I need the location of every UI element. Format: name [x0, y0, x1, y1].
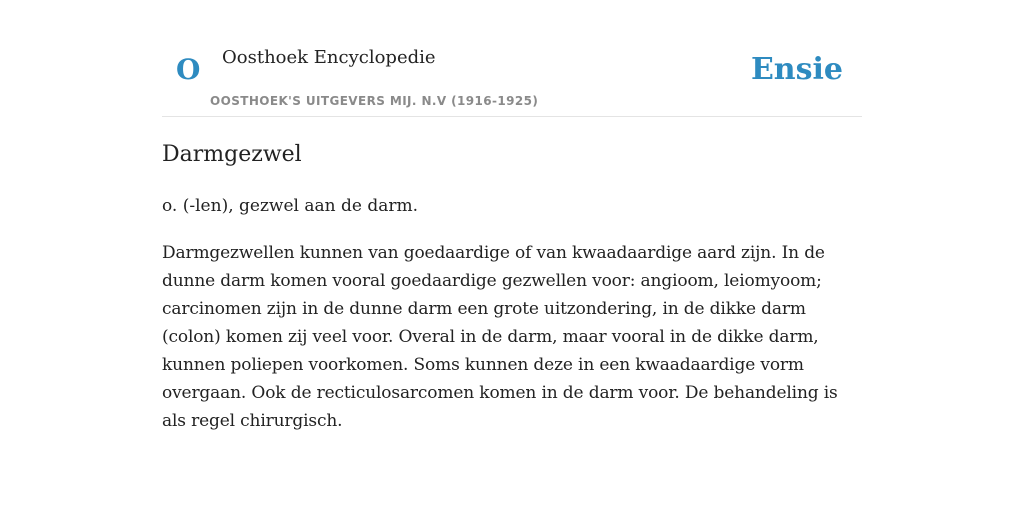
entry-definition: o. (-len), gezwel aan de darm. [162, 196, 418, 216]
ensie-home-link[interactable]: Ensie [750, 52, 843, 87]
site-header [162, 0, 862, 117]
encyclopedia-logo[interactable]: O [176, 53, 201, 86]
publisher-label: OOSTHOEK'S UITGEVERS MIJ. N.V (1916-1925) [210, 94, 539, 108]
entry-body: Darmgezwellen kunnen van goedaardige of van kwaadaardige aard zijn. In de dunne darm komen vooral goedaardige gezwellen voor: angioom, leiomyoom; carcinomen zijn in de dunne darm een grote uitzondering, in de dikke darm (colon) komen zij veel voor. Overal in de darm, maar vooral in de dikke darm, kunnen poliepen voorkomen. Soms kunnen deze in een kwaadaardige vorm overgaan. Ook de recticulosarcomen komen in de darm voor. De behandeling is als regel chirurgisch. [162, 243, 838, 431]
entry-title: Darmgezwel [162, 142, 302, 167]
encyclopedia-name[interactable]: Oosthoek Encyclopedie [222, 47, 436, 68]
